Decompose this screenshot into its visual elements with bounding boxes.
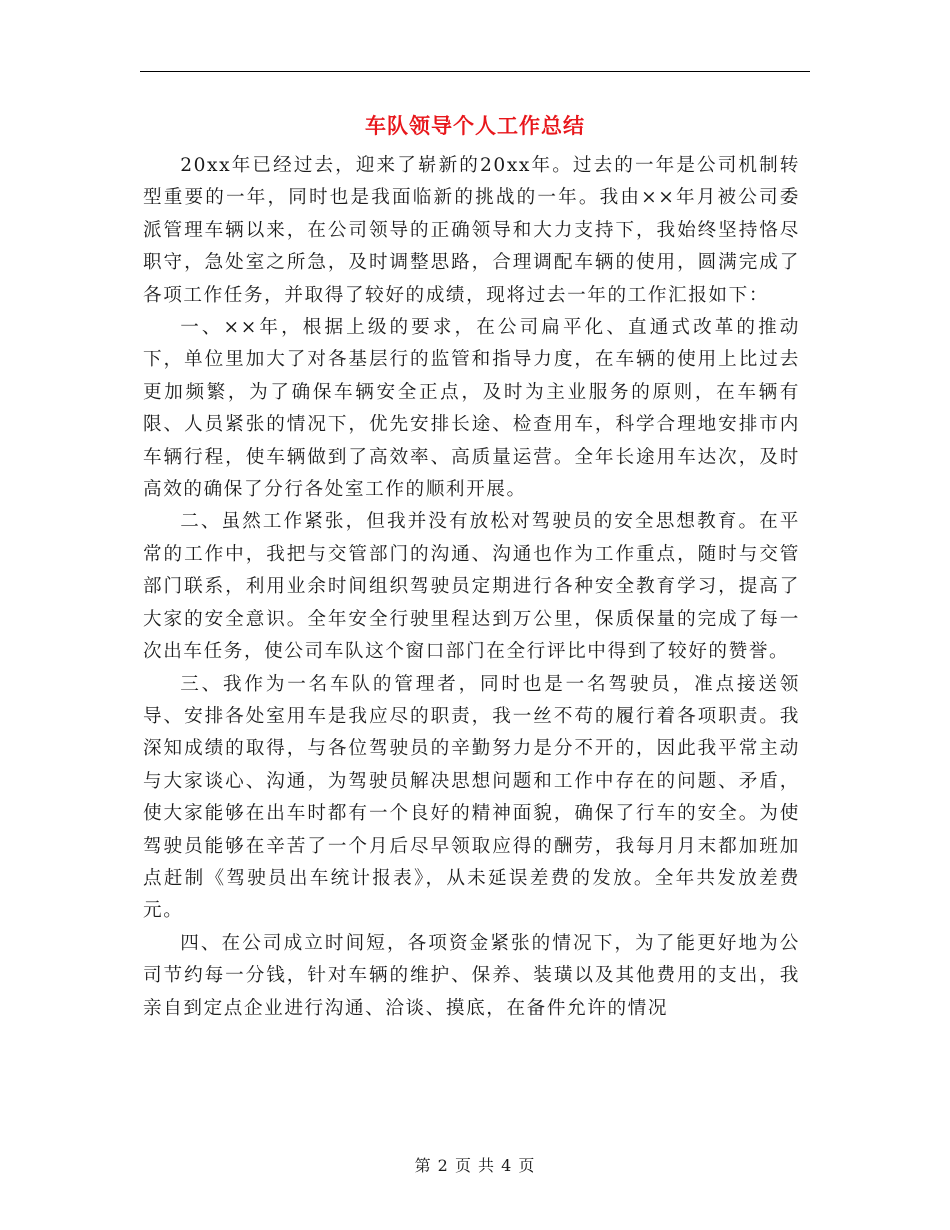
- paragraph-section-4: 四、在公司成立时间短，各项资金紧张的情况下，为了能更好地为公司节约每一分钱，针对车辆的维护、保养、装璜以及其他费用的支出，我亲自到定点企业进行沟通、洽谈、摸底，在备件允许的情况: [143, 932, 800, 1019]
- paragraph-intro: 20xx年已经过去，迎来了崭新的20xx年。过去的一年是公司机制转型重要的一年，同时也是我面临新的挑战的一年。我由××年月被公司委派管理车辆以来，在公司领导的正确领导和大力支持下，我始终坚持恪尽职守，急处室之所急，及时调整思路，合理调配车辆的使用，圆满完成了各项工作任务，并取得了较好的成绩，现将过去一年的工作汇报如下：: [143, 155, 800, 306]
- footer-suffix: 页: [518, 1156, 536, 1175]
- footer-middle: 页 共: [454, 1156, 496, 1175]
- header-rule: [140, 71, 810, 72]
- footer-prefix: 第: [414, 1156, 432, 1175]
- paragraph-section-2: 二、虽然工作紧张，但我并没有放松对驾驶员的安全思想教育。在平常的工作中，我把与交管部门的沟通、沟通也作为工作重点，随时与交管部门联系，利用业余时间组织驾驶员定期进行各种安全教育学习，提高了大家的安全意识。全年安全行驶里程达到万公里，保质保量的完成了每一次出车任务，使公司车队这个窗口部门在全行评比中得到了较好的赞誉。: [143, 511, 800, 663]
- document-body: [143, 150, 800, 1025]
- paragraph-section-1: 一、××年，根据上级的要求，在公司扁平化、直通式改革的推动下，单位里加大了对各基层行的监管和指导力度，在车辆的使用上比过去更加频繁，为了确保车辆安全正点，及时为主业服务的原则，在车辆有限、人员紧张的情况下，优先安排长途、检查用车，科学合理地安排市内车辆行程，使车辆做到了高效率、高质量运营。全年长途用车达次，及时高效的确保了分行各处室工作的顺利开展。: [143, 317, 800, 501]
- paragraph-section-3: 三、我作为一名车队的管理者，同时也是一名驾驶员，准点接送领导、安排各处室用车是我应尽的职责，我一丝不苟的履行着各项职责。我深知成绩的取得，与各位驾驶员的辛勤努力是分不开的，因此我平常主动与大家谈心、沟通，为驾驶员解决思想问题和工作中存在的问题、矛盾，使大家能够在出车时都有一个良好的精神面貌，确保了行车的安全。为使驾驶员能够在辛苦了一个月后尽早领取应得的酬劳，我每月月末都加班加点赶制《驾驶员出车统计报表》，从未延误差费的发放。全年共发放差费元。: [143, 673, 800, 922]
- page-footer: [0, 1153, 950, 1176]
- footer-current-page: 2: [437, 1156, 449, 1175]
- document-title: 车队领导个人工作总结: [365, 113, 585, 138]
- footer-total-pages: 4: [501, 1156, 513, 1175]
